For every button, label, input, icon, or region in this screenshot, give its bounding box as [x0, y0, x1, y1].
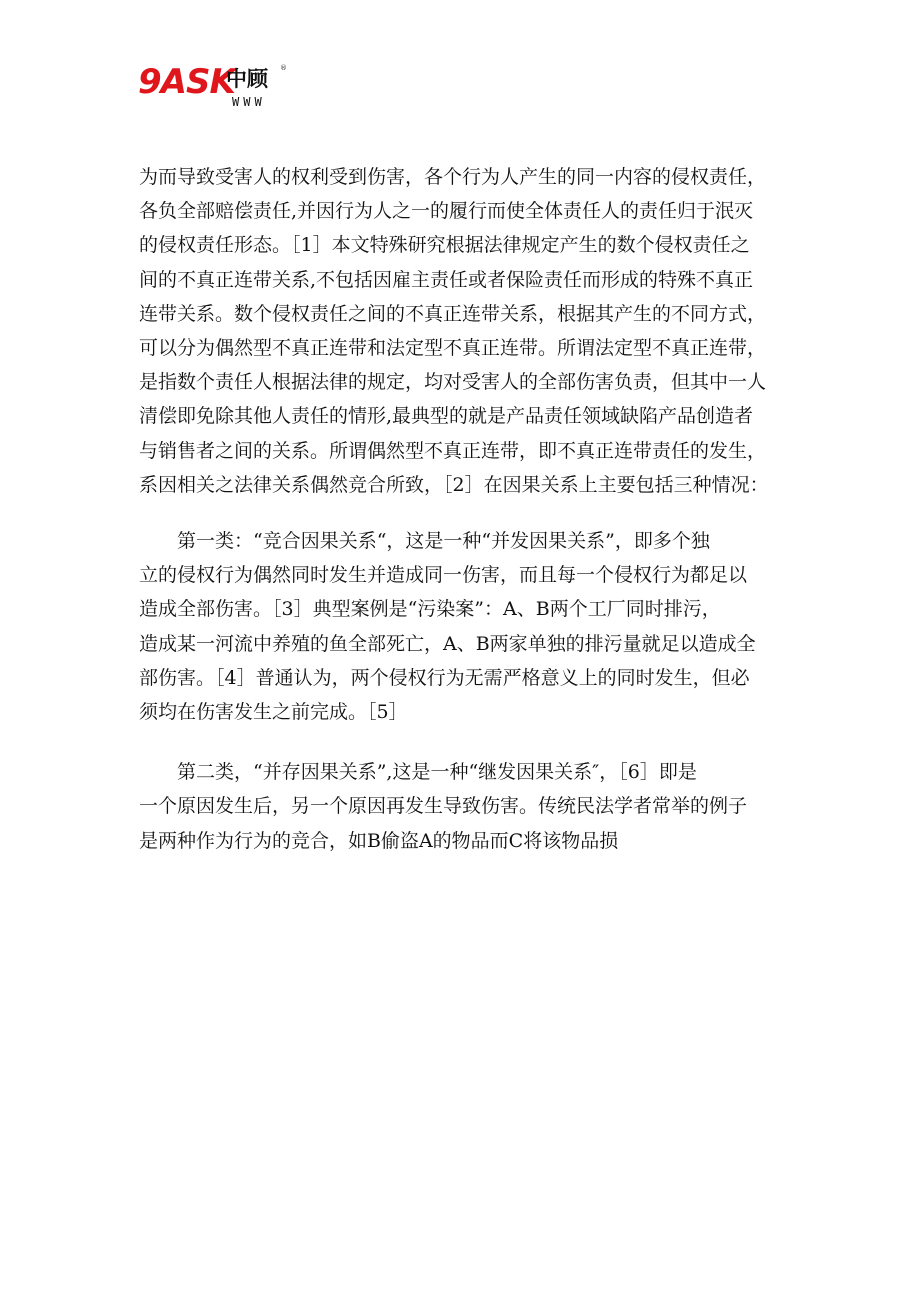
logo-mark: 9ASK: [138, 62, 235, 102]
paragraph-1: [139, 160, 804, 502]
text-line: 造成某一河流中养殖的鱼全部死亡，A、B两家单独的排污量就足以造成全: [139, 632, 756, 655]
text-line: 部伤害。［4］普通认为，两个侵权行为无需严格意义上的同时发生，但必: [139, 666, 750, 689]
logo-www: WWW: [232, 95, 266, 109]
text-line: 与销售者之间的关系。所谓偶然型不真正连带，即不真正连带责任的发生，: [139, 439, 767, 462]
text-line: 第二类，“并存因果关系”,这是一种“继发因果关系″，［6］即是: [177, 761, 697, 784]
paragraph-2: [139, 524, 804, 729]
text-line: 第一类：“竞合因果关系“，这是一种“并发因果关系”，即多个独: [177, 530, 710, 553]
text-line: 间的不真正连带关系,不包括因雇主责任或者保险责任而形成的特殊不真正: [139, 268, 754, 291]
text-line: 连带关系。数个侵权责任之间的不真正连带关系，根据其产生的不同方式，: [139, 302, 767, 325]
text-line: 须均在伤害发生之前完成。［5］: [139, 701, 408, 724]
text-line: 一个原因发生后，另一个原因再发生导致伤害。传统民法学者常举的例子: [139, 795, 748, 818]
text-line: 是指数个责任人根据法律的规定，均对受害人的全部伤害负责，但其中一人: [139, 371, 767, 394]
text-line: 系因相关之法律关系偶然竞合所致，［2］在因果关系上主要包括三种情况：: [139, 473, 769, 496]
text-line: 为而导致受害人的权利受到伤害，各个行为人产生的同一内容的侵权责任，: [139, 166, 767, 188]
text-line: 可以分为偶然型不真正连带和法定型不真正连带。所谓法定型不真正连带，: [139, 337, 767, 360]
logo-chinese-name: 中顾: [226, 67, 268, 91]
document-body: [139, 160, 804, 858]
paragraph-3: [139, 755, 804, 858]
registered-mark-icon: ®: [280, 64, 287, 72]
text-line: 立的侵权行为偶然同时发生并造成同一伤害，而且每一个侵权行为都足以: [139, 564, 748, 587]
text-line: 各负全部赔偿责任,并因行为人之一的履行而使全体责任人的责任归于泯灭: [139, 200, 754, 223]
text-line: 是两种作为行为的竞合，如B偷盗A的物品而C将该物品损: [139, 829, 619, 852]
text-line: 清偿即免除其他人责任的情形,最典型的就是产品责任领域缺陷产品创造者: [139, 405, 754, 428]
text-line: 的侵权责任形态。［1］本文特殊研究根据法律规定产生的数个侵权责任之: [139, 234, 750, 257]
text-line: 造成全部伤害。［3］典型案例是“污染案”：A、B两个工厂同时排污，: [139, 598, 721, 621]
logo: [138, 62, 298, 118]
